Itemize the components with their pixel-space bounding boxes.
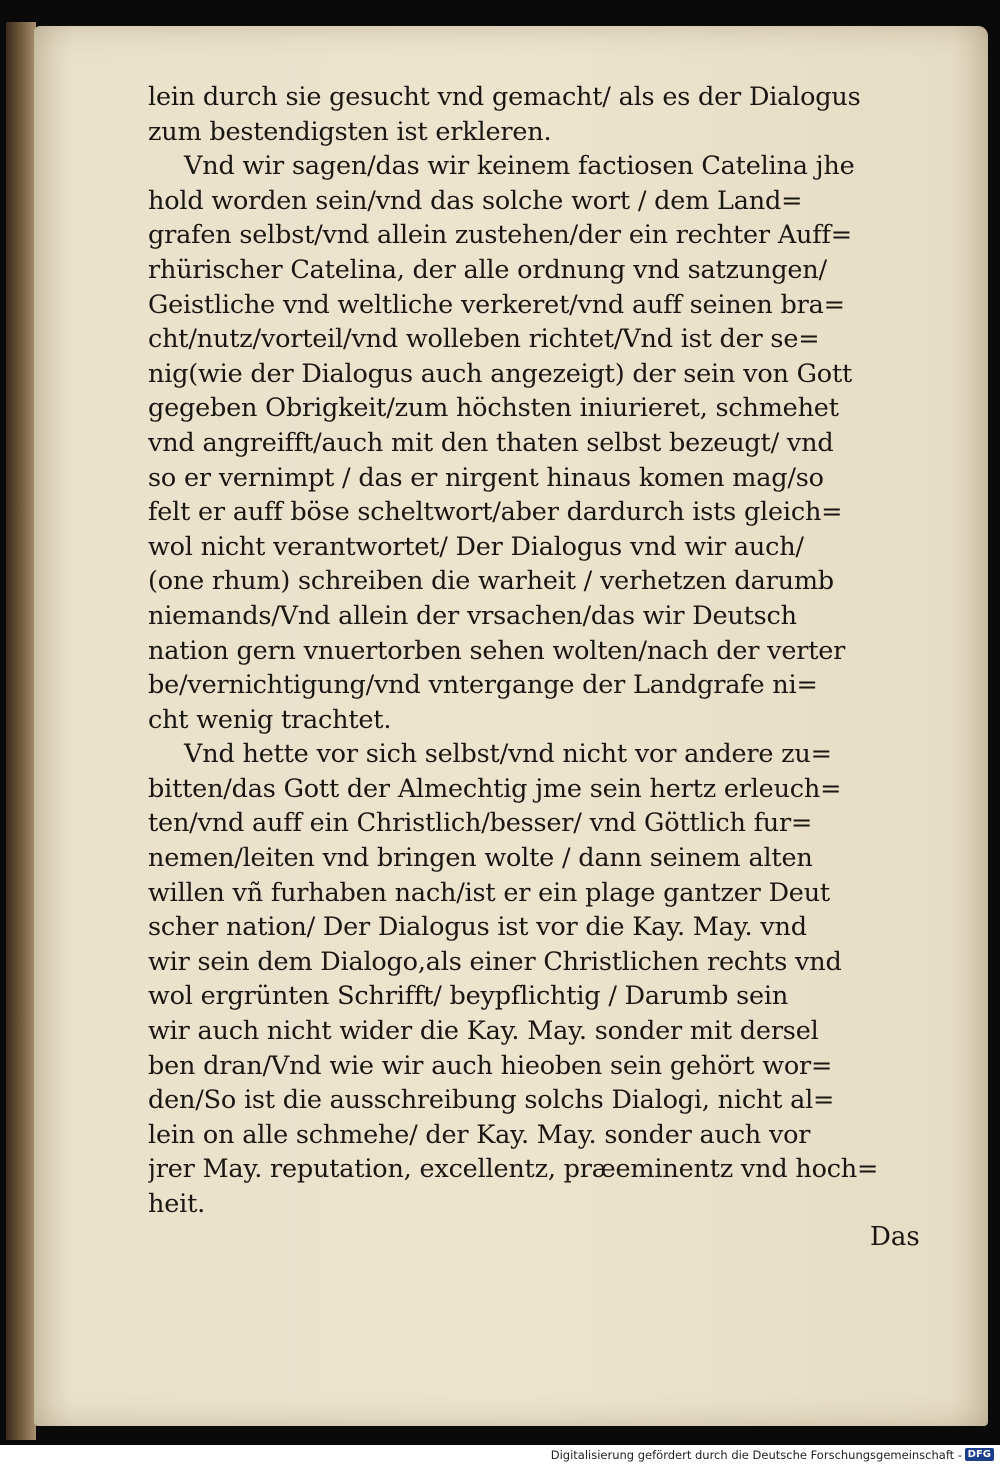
text-line: zum bestendigsten ist erkleren. xyxy=(148,116,552,147)
text-line: grafen selbst/vnd allein zustehen/der ein rechter Auff= xyxy=(148,220,852,251)
text-line: nation gern vnuertorben sehen wolten/nach der verter xyxy=(148,635,846,666)
text-line: ben dran/Vnd wie wir auch hieoben sein gehört wor= xyxy=(148,1050,833,1081)
text-line: willen vñ furhaben nach/ist er ein plage gantzer Deut xyxy=(148,877,830,908)
text-line: Vnd hette vor sich selbst/vnd nicht vor andere zu= xyxy=(184,739,832,770)
page-edge xyxy=(6,22,36,1440)
text-line: be/vernichtigung/vnd vntergange der Landgrafe ni= xyxy=(148,670,818,701)
text-line: scher nation/ Der Dialogus ist vor die Kay. May. vnd xyxy=(148,912,807,943)
text-line: wol ergrünten Schrifft/ beypflichtig / Darumb sein xyxy=(148,981,789,1012)
text-line: heit. xyxy=(148,1189,206,1219)
text-line: nemen/leiten vnd bringen wolte / dann seinem alten xyxy=(148,843,813,874)
text-line: cht wenig trachtet. xyxy=(148,704,392,735)
text-line: den/So ist die ausschreibung solchs Dialogi, nicht al= xyxy=(148,1085,835,1116)
text-line: bitten/das Gott der Almechtig jme sein hertz erleuch= xyxy=(148,773,842,804)
text-line: vnd angreifft/auch mit den thaten selbst bezeugt/ vnd xyxy=(148,427,834,458)
text-line: wir sein dem Dialogo,als einer Christlichen rechts vnd xyxy=(148,946,842,977)
text-line: Vnd wir sagen/das wir keinem factiosen Catelina jhe xyxy=(184,151,855,182)
text-line: hold worden sein/vnd das solche wort / dem Land= xyxy=(148,185,803,216)
text-line: lein on alle schmehe/ der Kay. May. sonder auch vor xyxy=(148,1119,811,1150)
funding-note: Digitalisierung gefördert durch die Deutsche Forschungsgemeinschaft - xyxy=(550,1448,962,1462)
text-line: wol nicht verantwortet/ Der Dialogus vnd wir auch/ xyxy=(148,531,804,562)
text-line: ten/vnd auff ein Christlich/besser/ vnd Göttlich fur= xyxy=(148,808,813,839)
text-line: (one rhum) schreiben die warheit / verhetzen darumb xyxy=(148,566,834,597)
text-line: jrer May. reputation, excellentz, præeminentz vnd hoch= xyxy=(148,1154,879,1185)
text-line: wir auch nicht wider die Kay. May. sonder mit dersel xyxy=(148,1016,819,1047)
catchword: Das xyxy=(870,1222,920,1252)
dfg-logo: DFG xyxy=(965,1448,994,1461)
text-line: nig(wie der Dialogus auch angezeigt) der sein von Gott xyxy=(148,358,853,389)
text-line: lein durch sie gesucht vnd gemacht/ als es der Dialogus xyxy=(148,82,861,112)
text-line: so er vernimpt / das er nirgent hinaus komen mag/so xyxy=(148,462,824,493)
text-line: niemands/Vnd allein der vrsachen/das wir Deutsch xyxy=(148,600,797,631)
text-line: Geistliche vnd weltliche verkeret/vnd auff seinen bra= xyxy=(148,289,845,320)
text-line: rhürischer Catelina, der alle ordnung vnd satzungen/ xyxy=(148,254,827,285)
page-text xyxy=(148,80,958,1222)
text-line: cht/nutz/vorteil/vnd wolleben richtet/Vnd ist der se= xyxy=(148,324,820,355)
text-line: gegeben Obrigkeit/zum höchsten iniurieret, schmehet xyxy=(148,393,839,424)
text-line: felt er auff böse scheltwort/aber dardurch ists gleich= xyxy=(148,497,843,528)
